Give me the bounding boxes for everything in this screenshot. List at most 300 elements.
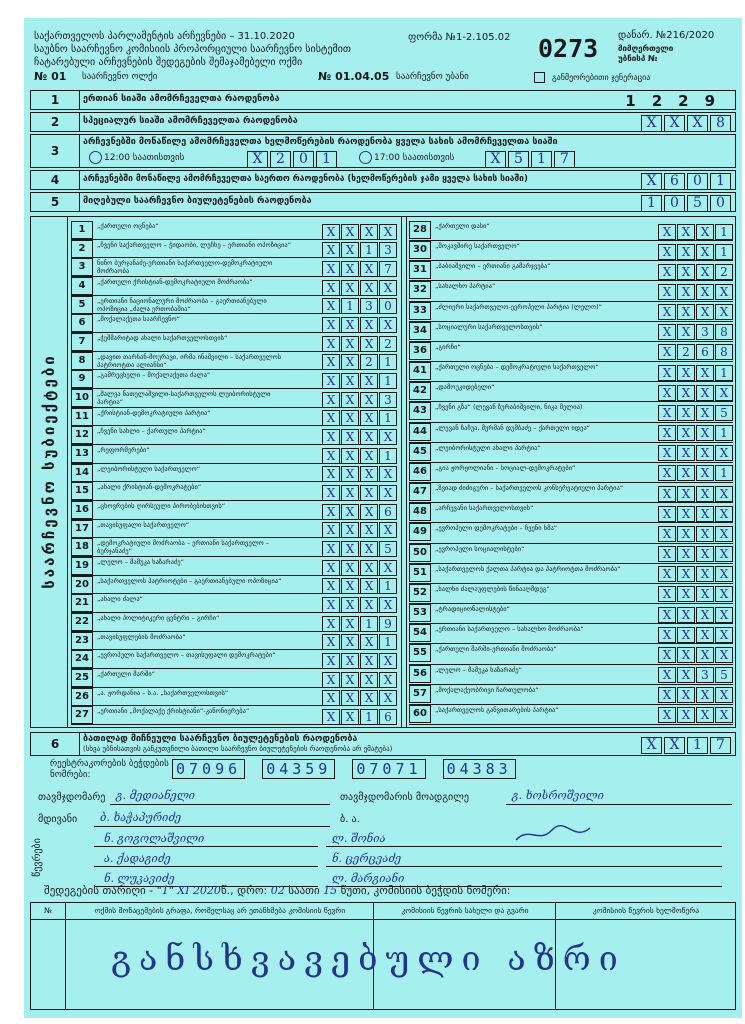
vote-digit-cell: X	[677, 425, 695, 441]
vote-digit-cell: X	[677, 566, 695, 582]
digit-cell: X	[664, 115, 685, 132]
vote-digit-cell: X	[715, 284, 733, 300]
vote-digit-cell: X	[322, 336, 340, 352]
vote-cells	[639, 113, 731, 132]
party-votes	[321, 706, 397, 725]
party-row	[409, 523, 733, 543]
vote-digit-cell: X	[677, 707, 695, 723]
digit-cell: 1	[641, 195, 662, 212]
time-12-label: 12:00 საათისთვის	[104, 153, 185, 163]
vote-digit-cell: X	[696, 304, 714, 320]
vote-digit-cell: X	[658, 425, 676, 441]
row6-sublabel: (სხვა უბნისათვის განკუთვნილი ბათილი საარჩევნო ბიულეტენების რაოდენობა არ ემატება)	[83, 745, 393, 753]
party-row	[71, 389, 397, 408]
party-number: 56	[409, 665, 431, 683]
party-name: „ცხოვრების ღირსეული პირობებისთვის“	[97, 502, 226, 510]
party-number: 27	[71, 706, 93, 724]
digit-cell: 1	[316, 151, 337, 168]
party-name: „ჩვენი საქართველო – ჭიდაობი, ლეჩხე – ერთიანი ოპოზიცია“	[97, 240, 292, 249]
completion-year-suffix: წ., დრო:	[220, 884, 268, 897]
party-row	[409, 342, 733, 362]
vote-digit-cell: X	[696, 586, 714, 602]
party-name: „ძლიერი საქართველო-ევროპელი პარტია (ლელო)“	[435, 302, 602, 311]
party-number: 10	[71, 389, 93, 407]
member-line	[326, 866, 722, 867]
time-17-label: 17:00 საათისთვის	[374, 153, 455, 163]
vote-digit-cell: 2	[360, 354, 378, 370]
corrected-label: განმეორებითი ჯენერაცია	[552, 73, 651, 82]
vote-digit-cell: X	[677, 586, 695, 602]
vote-digit-cell: 2	[677, 344, 695, 360]
party-row	[71, 557, 397, 576]
vote-digit-cell: X	[658, 647, 676, 663]
vote-digit-cell: X	[696, 687, 714, 703]
party-number: 22	[71, 613, 93, 631]
vote-digit-cell: 0	[379, 298, 397, 314]
vote-digit-cell: 3	[360, 298, 378, 314]
party-name: „გირჩი“	[435, 342, 461, 351]
vote-digit-cell: X	[715, 486, 733, 502]
vote-digit-cell: X	[360, 522, 378, 538]
member-line	[94, 846, 318, 847]
vote-digit-cell: X	[658, 506, 676, 522]
vote-digit-cell: X	[341, 504, 359, 520]
vote-digit-cell: X	[379, 466, 397, 482]
party-name: „ქრისტიან-დემოკრატიული პარტია“	[97, 408, 211, 417]
dissent-note: განსხვავებული აზრი	[111, 939, 626, 979]
party-number: 25	[71, 669, 93, 687]
vote-digit-cell: 3	[379, 242, 397, 258]
vote-digit-cell: X	[658, 324, 676, 340]
deputy-value: გ. ხოსროშვილი	[512, 789, 604, 802]
party-votes	[321, 277, 397, 296]
vote-digit-cell: X	[341, 392, 359, 408]
vote-digit-cell: X	[658, 486, 676, 502]
registered-total	[625, 92, 731, 110]
completion-line: შედეგების თარიღი - "1" XI 2020წ., დრო: 02 საათი 15 წუთი, კომისიის ბეჭდის ნომერი:	[44, 884, 511, 897]
vote-digit-cell: X	[322, 616, 340, 632]
vote-digit-cell: X	[322, 261, 340, 277]
party-votes	[321, 482, 397, 501]
party-votes	[321, 408, 397, 427]
vote-digit-cell: X	[322, 224, 340, 240]
party-row	[71, 408, 397, 427]
party-votes	[657, 503, 733, 522]
party-name: „ჩვენი გზა“ (ლევან ზურაბიშვილი, ნიკა მელია)	[435, 403, 583, 412]
vote-digit-cell: X	[322, 429, 340, 445]
reg-numbers	[172, 760, 516, 778]
vote-digit-cell: X	[696, 365, 714, 381]
party-row	[409, 624, 733, 644]
party-row	[71, 613, 397, 632]
party-name: „სოციალური საქართველოსთვის“	[435, 322, 543, 331]
col-line	[65, 919, 66, 1009]
vote-digit-cell: X	[360, 485, 378, 501]
vote-digit-cell: X	[696, 445, 714, 461]
party-row	[71, 314, 397, 333]
party-row	[71, 706, 397, 725]
vote-digit-cell: X	[360, 466, 378, 482]
party-votes	[657, 241, 733, 260]
vote-digit-cell: X	[696, 224, 714, 240]
vote-digit-cell: X	[379, 690, 397, 706]
party-row	[71, 370, 397, 389]
vote-digit-cell: X	[696, 244, 714, 260]
summary-row-num: 4	[31, 171, 80, 189]
digit-cell: 6	[664, 173, 685, 190]
completion-year: 2020	[192, 884, 221, 897]
vote-digit-cell: 1	[360, 616, 378, 632]
vote-digit-cell: 3	[379, 392, 397, 408]
party-number: 60	[409, 705, 431, 723]
secretary-value: ბ. ხაჭაპურიძე	[100, 811, 182, 824]
party-row	[71, 352, 397, 371]
party-name: „ახალი ძალა“	[97, 595, 143, 604]
vote-digit-cell: X	[322, 504, 340, 520]
vote-digit-cell: X	[677, 405, 695, 421]
summary-row-4	[30, 170, 736, 190]
vote-digit-cell: X	[677, 486, 695, 502]
vote-digit-cell: X	[322, 690, 340, 706]
vote-digit-cell: X	[677, 667, 695, 683]
vote-digit-cell: X	[715, 445, 733, 461]
party-number: 2	[71, 240, 93, 258]
vote-digit-cell: X	[322, 466, 340, 482]
time-12	[89, 151, 184, 164]
party-name: „გია ჟორჟოლიანი – სოციალ-დემოკრატები“	[435, 463, 576, 472]
vote-digit-cell: X	[379, 280, 397, 296]
vote-digit-cell: X	[379, 522, 397, 538]
vote-digit-cell: X	[696, 627, 714, 643]
party-votes	[657, 665, 733, 684]
party-votes	[657, 564, 733, 583]
party-row	[409, 665, 733, 685]
vote-digit-cell: 1	[715, 425, 733, 441]
vote-digit-cell: X	[341, 429, 359, 445]
vote-digit-cell: 8	[715, 344, 733, 360]
vote-digit-cell: X	[696, 465, 714, 481]
party-name: „რეფორმერები“	[97, 446, 150, 454]
vote-digit-cell: X	[696, 566, 714, 582]
summary-row-num: 5	[31, 193, 80, 211]
party-name: „ქართული ოცნება – დემოკრატიული საქართველო“	[435, 363, 599, 372]
party-row	[409, 705, 733, 725]
party-votes	[321, 258, 397, 277]
party-row	[409, 362, 733, 382]
completion-hour: 02	[270, 884, 285, 897]
vote-digit-cell: X	[677, 607, 695, 623]
party-row	[409, 463, 733, 483]
vote-digit-cell: X	[696, 647, 714, 663]
party-votes	[657, 382, 733, 401]
party-number: 23	[71, 632, 93, 650]
party-name: „ჩვენი სახლი – ქართული პარტია“	[97, 427, 206, 436]
party-name: „ერთიანი „მოქალაქე ქრისტიანი“-კანონიერება“	[97, 707, 250, 716]
party-votes	[321, 520, 397, 539]
party-row	[71, 632, 397, 651]
party-row	[71, 594, 397, 613]
secretary-label: მდივანი	[38, 814, 78, 825]
vote-cells	[639, 171, 731, 190]
vote-cells	[483, 149, 575, 168]
vote-digit-cell: X	[360, 373, 378, 389]
digit-cell: X	[687, 115, 708, 132]
party-name: „ბაბიაშვილი – ერთიანი გამარჯვება“	[435, 262, 551, 271]
party-name: „ახალი ქრისტიან-დემოკრატები“	[97, 483, 202, 492]
vote-digit-cell: X	[341, 448, 359, 464]
form-number: ფორმა №1-2.105.02	[408, 32, 511, 43]
summary-row-5	[30, 192, 736, 212]
digit-cell: X	[641, 115, 662, 132]
party-votes	[657, 705, 733, 724]
party-name: „მოკავშირე საქართველო“	[435, 242, 520, 251]
vote-digit-cell: X	[658, 546, 676, 562]
vote-digit-cell: X	[341, 410, 359, 426]
party-number: 19	[71, 557, 93, 575]
party-number: 15	[71, 482, 93, 500]
party-row	[409, 302, 733, 322]
party-name: „ჭეშმარიტად ახალი საქართველოსთვის“	[97, 334, 228, 342]
party-number: 33	[409, 302, 431, 320]
reg-number: 04359	[262, 759, 335, 779]
party-votes	[321, 426, 397, 445]
appendix-number: დანარ. №216/2020	[618, 30, 715, 41]
party-number: 4	[71, 277, 93, 295]
precinct-number: № 01.04.05	[318, 70, 390, 83]
party-votes	[321, 538, 397, 557]
vote-digit-cell: X	[341, 690, 359, 706]
party-votes	[657, 423, 733, 442]
vote-digit-cell: X	[715, 607, 733, 623]
party-number: 36	[409, 342, 431, 360]
vote-digit-cell: X	[360, 336, 378, 352]
party-votes	[321, 370, 397, 389]
party-votes	[321, 613, 397, 632]
summary-row-num: 3	[31, 135, 80, 167]
party-row	[71, 650, 397, 669]
vote-digit-cell: X	[658, 405, 676, 421]
party-number: 6	[71, 314, 93, 332]
party-number: 28	[409, 221, 431, 239]
party-votes	[321, 389, 397, 408]
party-number: 14	[71, 464, 93, 482]
party-number: 21	[71, 594, 93, 612]
member-name: ლ. მარგიანი	[332, 872, 405, 885]
vote-digit-cell: 5	[715, 405, 733, 421]
header-line3: ჩატარებული არჩევნების შედეგების შემაჯამებელი ოქმი	[34, 57, 303, 68]
party-votes	[321, 632, 397, 651]
col-member: კომისიის წევრის სახელი და გვარი	[375, 903, 556, 919]
vote-digit-cell: X	[322, 672, 340, 688]
party-votes	[321, 445, 397, 464]
digit-cell: 1	[710, 173, 731, 190]
party-votes	[657, 463, 733, 482]
vote-digit-cell: 1	[379, 410, 397, 426]
vote-digit-cell: X	[715, 304, 733, 320]
party-row	[71, 258, 397, 277]
dissent-table	[30, 902, 736, 1010]
row6-label: ბათილად მიჩნეული საარჩევნო ბიულეტენების რაოდენობა	[83, 734, 358, 744]
vote-digit-cell: X	[341, 672, 359, 688]
party-number: 32	[409, 281, 431, 299]
vote-digit-cell: X	[677, 647, 695, 663]
vote-digit-cell: X	[696, 425, 714, 441]
vote-digit-cell: X	[658, 607, 676, 623]
party-name: „ლელო – მამუკა ხაზარაძე“	[97, 558, 184, 566]
party-name: „ქართული ქრისტიან-დემოკრატიული მოძრაობა“	[97, 278, 253, 286]
party-votes	[321, 221, 397, 240]
summary-row-num: 6	[31, 733, 80, 755]
digit-cell: X	[641, 737, 662, 754]
party-name: „საქართველოს განვითარების პარტია“	[435, 705, 559, 714]
party-votes	[657, 584, 733, 603]
member-name: ა. ქადაგიძე	[104, 852, 171, 865]
digit-cell: 0	[293, 151, 314, 168]
party-list-left	[71, 221, 397, 725]
summary-section	[30, 90, 736, 212]
vote-digit-cell: 1	[715, 224, 733, 240]
party-number: 20	[71, 576, 93, 594]
col-signature: კომისიის წევრის ხელმოწერა	[592, 906, 700, 915]
party-votes	[657, 322, 733, 341]
vote-digit-cell: X	[341, 485, 359, 501]
party-name: „დავით თარხან-მოურავი, ირმა ინაშვილი – საქართველოს პატრიოტთა ალიანსი“	[97, 352, 282, 369]
party-number: 18	[71, 538, 93, 556]
party-row	[409, 644, 733, 664]
summary-row-6	[30, 732, 736, 756]
vote-cells	[639, 193, 731, 212]
vote-digit-cell: 5	[715, 667, 733, 683]
vote-digit-cell: X	[341, 560, 359, 576]
party-votes	[321, 333, 397, 352]
vote-digit-cell: X	[322, 280, 340, 296]
district-number: № 01	[34, 70, 67, 83]
vote-digit-cell: X	[658, 707, 676, 723]
digit-cell: X	[641, 173, 662, 190]
vote-digit-cell: X	[696, 546, 714, 562]
party-number: 9	[71, 370, 93, 388]
party-name: „შალვა ნათელაშვილი-საქართველოს ლეიბორისტული პარტია“	[97, 390, 271, 406]
party-name: „ქართული მარში-ერთიანი მოძრაობა“	[435, 645, 557, 654]
party-number: 45	[409, 443, 431, 461]
vote-digit-cell: X	[360, 317, 378, 333]
vote-digit-cell: X	[715, 526, 733, 542]
party-row	[409, 584, 733, 604]
party-number: 30	[409, 241, 431, 259]
party-name: „თავისუფალი საქართველო“	[97, 520, 190, 529]
vote-digit-cell: X	[696, 607, 714, 623]
vote-digit-cell: X	[341, 261, 359, 277]
chair-value: გ. მედიანელი	[116, 789, 195, 802]
vote-digit-cell: X	[322, 317, 340, 333]
party-votes	[657, 644, 733, 663]
party-votes	[321, 352, 397, 371]
digit-cell: 1	[531, 151, 552, 168]
party-number: 49	[409, 523, 431, 541]
digit: 2	[678, 92, 705, 110]
digit-cell: 8	[710, 115, 731, 132]
party-votes	[657, 302, 733, 321]
vote-digit-cell: X	[360, 392, 378, 408]
party-number: 5	[71, 296, 93, 314]
vote-digit-cell: X	[341, 653, 359, 669]
digit: 9	[704, 92, 731, 110]
summary-row-label: მიღებული საარჩევნო ბიულეტენების რაოდენობა	[83, 196, 312, 206]
party-votes	[321, 314, 397, 333]
vote-digit-cell: X	[341, 616, 359, 632]
digit-cell: 0	[664, 195, 685, 212]
vote-digit-cell: X	[322, 373, 340, 389]
vote-digit-cell: X	[341, 354, 359, 370]
party-votes	[321, 688, 397, 707]
member-name: ლ. შონია	[332, 832, 386, 845]
party-section	[30, 216, 736, 728]
summary-row-2	[30, 112, 736, 132]
party-name: „ქართული დასი“	[435, 222, 490, 230]
summary-row-label: ერთიან სიაში ამომრჩეველთა რაოდენობა	[83, 94, 280, 104]
vote-digit-cell: X	[379, 560, 397, 576]
vote-digit-cell: X	[341, 634, 359, 650]
dissent-header	[31, 903, 735, 920]
vote-digit-cell: X	[341, 224, 359, 240]
vote-digit-cell: X	[360, 504, 378, 520]
vote-digit-cell: X	[658, 627, 676, 643]
party-votes	[321, 296, 397, 315]
reg-number: 07096	[172, 759, 245, 779]
vote-digit-cell: X	[322, 298, 340, 314]
digit-cell: 0	[710, 195, 731, 212]
party-number: 43	[409, 402, 431, 420]
corrected-checkbox[interactable]	[534, 72, 545, 83]
vote-digit-cell: X	[360, 634, 378, 650]
digit-cell: 7	[710, 737, 731, 754]
vote-digit-cell: X	[341, 597, 359, 613]
digit-cell: 5	[687, 195, 708, 212]
vote-digit-cell: X	[341, 466, 359, 482]
vote-digit-cell: 1	[379, 373, 397, 389]
party-number: 48	[409, 503, 431, 521]
vote-digit-cell: 9	[379, 616, 397, 632]
party-row	[71, 669, 397, 688]
vote-digit-cell: X	[360, 429, 378, 445]
party-number: 24	[71, 650, 93, 668]
party-row	[409, 423, 733, 443]
vote-digit-cell: 1	[379, 578, 397, 594]
vote-digit-cell: 3	[696, 324, 714, 340]
party-name: „ევროპელი სოციალისტები“	[435, 544, 525, 553]
party-name: „ქართული ოცნება“	[97, 222, 159, 230]
vote-digit-cell: X	[322, 485, 340, 501]
vote-digit-cell: X	[658, 284, 676, 300]
vote-digit-cell: X	[322, 578, 340, 594]
vote-digit-cell: 7	[379, 261, 397, 277]
vote-digit-cell: X	[715, 566, 733, 582]
vote-digit-cell: X	[379, 597, 397, 613]
party-number: 47	[409, 483, 431, 501]
party-row	[71, 464, 397, 483]
vote-digit-cell: X	[658, 667, 676, 683]
party-name: „სახალხო პარტია“	[435, 282, 496, 291]
digit-cell: 7	[554, 151, 575, 168]
vote-digit-cell: X	[696, 707, 714, 723]
party-number: 13	[71, 445, 93, 463]
vote-digit-cell: 6	[379, 709, 397, 725]
vote-digit-cell: X	[341, 373, 359, 389]
party-number: 57	[409, 685, 431, 703]
vote-digit-cell: X	[677, 465, 695, 481]
party-number: 53	[409, 604, 431, 622]
summary-row-num: 1	[31, 91, 80, 109]
